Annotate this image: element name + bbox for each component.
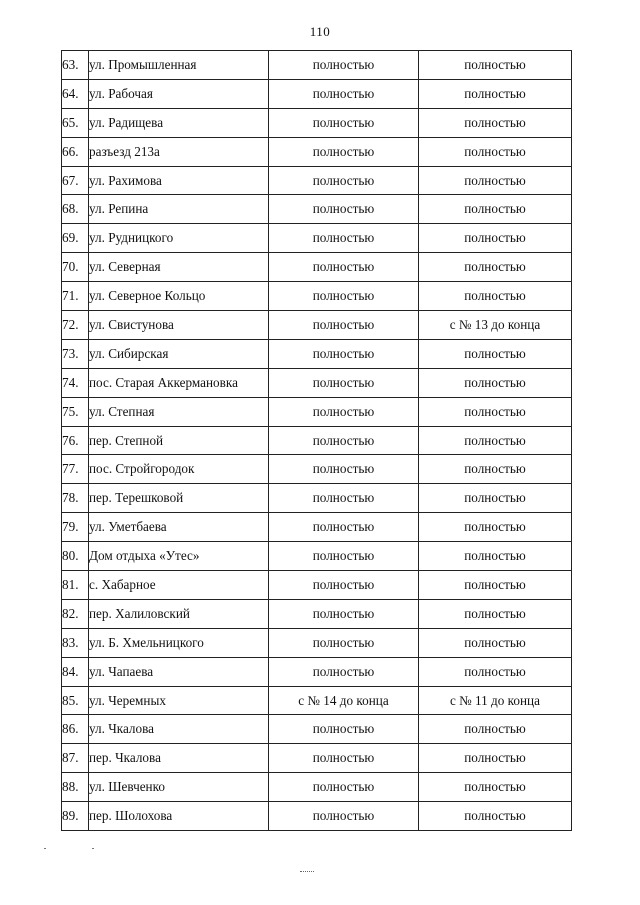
coverage-a-cell: полностью <box>269 628 419 657</box>
table-row <box>62 108 572 137</box>
street-name-cell: пос. Стройгородок <box>89 455 269 484</box>
coverage-b-cell: полностью <box>419 484 572 513</box>
row-number-cell: 71. <box>62 282 89 311</box>
table-row <box>62 599 572 628</box>
coverage-a-cell: полностью <box>269 311 419 340</box>
street-name-cell: ул. Рахимова <box>89 166 269 195</box>
coverage-b-cell: полностью <box>419 108 572 137</box>
table-row <box>62 628 572 657</box>
scan-dot <box>92 848 94 849</box>
coverage-a-cell: полностью <box>269 195 419 224</box>
street-name-cell: с. Хабарное <box>89 571 269 600</box>
table-row <box>62 368 572 397</box>
table-row <box>62 744 572 773</box>
row-number-cell: 78. <box>62 484 89 513</box>
table-row <box>62 715 572 744</box>
row-number-cell: 72. <box>62 311 89 340</box>
coverage-b-cell: полностью <box>419 51 572 80</box>
table-row <box>62 657 572 686</box>
street-name-cell: ул. Рабочая <box>89 79 269 108</box>
coverage-b-cell: полностью <box>419 571 572 600</box>
row-number-cell: 82. <box>62 599 89 628</box>
coverage-a-cell: полностью <box>269 484 419 513</box>
coverage-b-cell: полностью <box>419 368 572 397</box>
street-name-cell: ул. Свистунова <box>89 311 269 340</box>
street-name-cell: ул. Сибирская <box>89 339 269 368</box>
row-number-cell: 69. <box>62 224 89 253</box>
coverage-b-cell: полностью <box>419 628 572 657</box>
coverage-b-cell: полностью <box>419 282 572 311</box>
row-number-cell: 80. <box>62 542 89 571</box>
coverage-b-cell: с № 13 до конца <box>419 311 572 340</box>
coverage-b-cell: полностью <box>419 599 572 628</box>
street-name-cell: Дом отдыха «Утес» <box>89 542 269 571</box>
table-row <box>62 397 572 426</box>
coverage-a-cell: полностью <box>269 282 419 311</box>
row-number-cell: 66. <box>62 137 89 166</box>
row-number-cell: 87. <box>62 744 89 773</box>
coverage-b-cell: полностью <box>419 79 572 108</box>
row-number-cell: 83. <box>62 628 89 657</box>
row-number-cell: 64. <box>62 79 89 108</box>
table-row <box>62 253 572 282</box>
coverage-a-cell: полностью <box>269 455 419 484</box>
table-row <box>62 195 572 224</box>
coverage-b-cell: полностью <box>419 513 572 542</box>
row-number-cell: 77. <box>62 455 89 484</box>
coverage-b-cell: полностью <box>419 339 572 368</box>
table-row <box>62 339 572 368</box>
row-number-cell: 75. <box>62 397 89 426</box>
street-name-cell: ул. Чкалова <box>89 715 269 744</box>
street-name-cell: ул. Репина <box>89 195 269 224</box>
street-name-cell: пер. Халиловский <box>89 599 269 628</box>
table-row <box>62 513 572 542</box>
street-name-cell: ул. Уметбаева <box>89 513 269 542</box>
row-number-cell: 76. <box>62 426 89 455</box>
row-number-cell: 74. <box>62 368 89 397</box>
coverage-a-cell: полностью <box>269 657 419 686</box>
streets-table <box>61 50 572 831</box>
coverage-a-cell: полностью <box>269 744 419 773</box>
coverage-a-cell: полностью <box>269 397 419 426</box>
table-row <box>62 542 572 571</box>
coverage-b-cell: полностью <box>419 542 572 571</box>
row-number-cell: 70. <box>62 253 89 282</box>
row-number-cell: 73. <box>62 339 89 368</box>
row-number-cell: 79. <box>62 513 89 542</box>
coverage-a-cell: полностью <box>269 773 419 802</box>
street-name-cell: ул. Рудницкого <box>89 224 269 253</box>
row-number-cell: 88. <box>62 773 89 802</box>
coverage-a-cell: полностью <box>269 542 419 571</box>
row-number-cell: 86. <box>62 715 89 744</box>
table-body <box>62 51 572 831</box>
street-name-cell: ул. Черемных <box>89 686 269 715</box>
table-row <box>62 166 572 195</box>
table-row <box>62 137 572 166</box>
coverage-b-cell: полностью <box>419 802 572 831</box>
street-name-cell: ул. Промышленная <box>89 51 269 80</box>
coverage-a-cell: полностью <box>269 108 419 137</box>
street-name-cell: ул. Степная <box>89 397 269 426</box>
coverage-a-cell: полностью <box>269 571 419 600</box>
coverage-b-cell: полностью <box>419 224 572 253</box>
street-name-cell: ул. Б. Хмельницкого <box>89 628 269 657</box>
coverage-b-cell: полностью <box>419 426 572 455</box>
street-name-cell: пер. Терешковой <box>89 484 269 513</box>
coverage-b-cell: полностью <box>419 253 572 282</box>
coverage-a-cell: полностью <box>269 426 419 455</box>
coverage-a-cell: полностью <box>269 802 419 831</box>
table-row <box>62 484 572 513</box>
table-row <box>62 311 572 340</box>
row-number-cell: 81. <box>62 571 89 600</box>
coverage-b-cell: полностью <box>419 773 572 802</box>
street-name-cell: ул. Радищева <box>89 108 269 137</box>
coverage-b-cell: полностью <box>419 657 572 686</box>
coverage-a-cell: полностью <box>269 51 419 80</box>
table-row <box>62 571 572 600</box>
street-name-cell: разъезд 213а <box>89 137 269 166</box>
coverage-a-cell: полностью <box>269 513 419 542</box>
coverage-a-cell: полностью <box>269 166 419 195</box>
street-name-cell: пос. Старая Аккермановка <box>89 368 269 397</box>
table-row <box>62 79 572 108</box>
coverage-a-cell: полностью <box>269 137 419 166</box>
coverage-b-cell: полностью <box>419 715 572 744</box>
row-number-cell: 65. <box>62 108 89 137</box>
coverage-a-cell: полностью <box>269 224 419 253</box>
row-number-cell: 67. <box>62 166 89 195</box>
coverage-b-cell: полностью <box>419 137 572 166</box>
coverage-a-cell: полностью <box>269 79 419 108</box>
row-number-cell: 84. <box>62 657 89 686</box>
row-number-cell: 85. <box>62 686 89 715</box>
coverage-b-cell: полностью <box>419 166 572 195</box>
row-number-cell: 89. <box>62 802 89 831</box>
table-row <box>62 51 572 80</box>
coverage-b-cell: полностью <box>419 744 572 773</box>
table-row <box>62 455 572 484</box>
street-name-cell: пер. Чкалова <box>89 744 269 773</box>
row-number-cell: 63. <box>62 51 89 80</box>
table-row <box>62 224 572 253</box>
street-name-cell: ул. Шевченко <box>89 773 269 802</box>
scan-mark <box>300 871 314 873</box>
row-number-cell: 68. <box>62 195 89 224</box>
coverage-a-cell: полностью <box>269 339 419 368</box>
table-row <box>62 802 572 831</box>
page-number: 110 <box>309 24 331 39</box>
coverage-b-cell: полностью <box>419 397 572 426</box>
coverage-b-cell: полностью <box>419 195 572 224</box>
street-name-cell: ул. Северное Кольцо <box>89 282 269 311</box>
street-name-cell: пер. Степной <box>89 426 269 455</box>
table-row <box>62 426 572 455</box>
street-name-cell: ул. Северная <box>89 253 269 282</box>
coverage-a-cell: полностью <box>269 253 419 282</box>
coverage-a-cell: с № 14 до конца <box>269 686 419 715</box>
table-row <box>62 686 572 715</box>
street-name-cell: ул. Чапаева <box>89 657 269 686</box>
coverage-b-cell: с № 11 до конца <box>419 686 572 715</box>
coverage-b-cell: полностью <box>419 455 572 484</box>
scan-dot <box>44 848 46 849</box>
table-row <box>62 773 572 802</box>
table-row <box>62 282 572 311</box>
coverage-a-cell: полностью <box>269 599 419 628</box>
street-name-cell: пер. Шолохова <box>89 802 269 831</box>
coverage-a-cell: полностью <box>269 715 419 744</box>
coverage-a-cell: полностью <box>269 368 419 397</box>
